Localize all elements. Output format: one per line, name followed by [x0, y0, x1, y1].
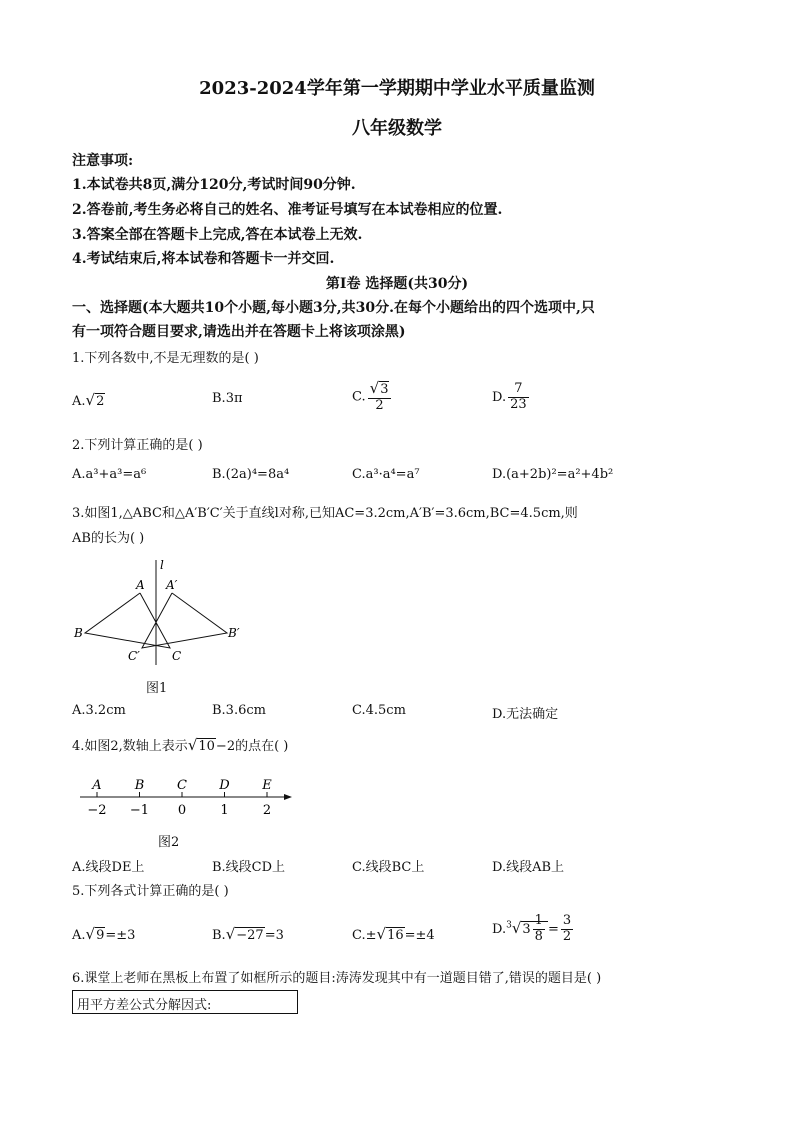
q4-option-a[interactable]: A.线段DE上 — [72, 860, 145, 875]
q3-option-c[interactable]: C.4.5cm — [352, 703, 406, 718]
q5-option-b[interactable]: B.√−27=3 — [212, 925, 284, 943]
note-item-2: 2.答卷前,考生务必将自己的姓名、准考证号填写在本试卷相应的位置. — [72, 202, 503, 218]
number-line-point-label: A — [92, 778, 102, 793]
exam-title: 2023-2024学年第一学期期中学业水平质量监测 — [199, 78, 595, 99]
number-line-arrow — [284, 794, 292, 800]
figure-2-number-line — [70, 772, 300, 822]
label-b-prime: B′ — [228, 626, 240, 640]
q1-option-d[interactable]: D. $\frac{7}{23}$ — [492, 381, 527, 412]
label-c-prime: C′ — [128, 649, 140, 663]
figure-1-caption: 图1 — [146, 681, 168, 696]
q5-stem: 5.下列各式计算正确的是( ) — [72, 884, 229, 899]
note-item-1: 1.本试卷共8页,满分120分,考试时间90分钟. — [72, 177, 356, 193]
q3-option-b[interactable]: B.3.6cm — [212, 703, 266, 718]
number-line-point-label: D — [219, 778, 230, 793]
number-line-point-label: B — [134, 778, 145, 793]
q6-stem: 6.课堂上老师在黑板上布置了如框所示的题目:涛涛发现其中有一道题目错了,错误的题目是( ) — [72, 971, 602, 986]
q2-option-d[interactable]: D.(a+2b)²=a²+4b² — [492, 467, 614, 482]
q3-stem-2: AB的长为( ) — [72, 531, 145, 546]
q1-option-c[interactable]: C. $\frac{√3}{2}$ — [352, 380, 393, 414]
figure-1-symmetry — [60, 555, 260, 670]
number-line-point-label: C — [177, 778, 187, 793]
q2-option-c[interactable]: C.a³·a⁴=a⁷ — [352, 467, 420, 482]
number-line-tick-label: 2 — [262, 803, 272, 818]
q1-option-a[interactable]: A.√2 — [72, 391, 105, 409]
note-item-4: 4.考试结束后,将本试卷和答题卡一并交回. — [72, 251, 335, 267]
q2-option-b[interactable]: B.(2a)⁴=8a⁴ — [212, 467, 290, 482]
q4-option-d[interactable]: D.线段AB上 — [492, 860, 565, 875]
label-a-prime: A′ — [166, 578, 178, 592]
section-instructions-2: 有一项符合题目要求,请选出并在答题卡上将该项涂黑) — [72, 324, 406, 340]
q1-stem: 1.下列各数中,不是无理数的是( ) — [72, 351, 259, 366]
q5-option-a[interactable]: A.√9=±3 — [72, 925, 136, 943]
notes-heading: 注意事项: — [72, 153, 134, 169]
label-b: B — [74, 626, 83, 640]
q3-option-a[interactable]: A.3.2cm — [72, 703, 126, 718]
number-line-tick-label: 0 — [177, 803, 187, 818]
note-item-3: 3.答案全部在答题卡上完成,答在本试卷上无效. — [72, 227, 363, 243]
number-line-point-label: E — [262, 778, 272, 793]
number-line-tick-label: −2 — [87, 803, 107, 818]
figure-2-caption: 图2 — [158, 835, 180, 850]
label-l: l — [160, 558, 164, 572]
q4-option-c[interactable]: C.线段BC上 — [352, 860, 425, 875]
q1-option-b[interactable]: B.3π — [212, 391, 243, 406]
section-title: 第Ⅰ卷 选择题(共30分) — [325, 276, 469, 292]
label-a: A — [136, 578, 145, 592]
q6-problem-box: 用平方差公式分解因式: — [72, 990, 298, 1014]
section-instructions-1: 一、选择题(本大题共10个小题,每小题3分,共30分.在每个小题给出的四个选项中,只 — [72, 300, 595, 316]
q4-stem: 4.如图2,数轴上表示√10−2的点在( ) — [72, 736, 289, 754]
q4-option-b[interactable]: B.线段CD上 — [212, 860, 286, 875]
q5-option-d[interactable]: D.$^3$√3 $\frac{1}{8}$ = $\frac{3}{2}$ — [492, 913, 572, 944]
exam-subtitle: 八年级数学 — [352, 118, 442, 139]
q2-option-a[interactable]: A.a³+a³=a⁶ — [72, 467, 147, 482]
q2-stem: 2.下列计算正确的是( ) — [72, 438, 203, 453]
q3-option-d[interactable]: D.无法确定 — [492, 707, 559, 722]
label-c: C — [172, 649, 182, 663]
number-line-tick-label: 1 — [220, 803, 229, 818]
number-line-tick-label: −1 — [129, 803, 150, 818]
q5-option-c[interactable]: C.±√16=±4 — [352, 925, 435, 943]
q3-stem-1: 3.如图1,△ABC和△A′B′C′关于直线l对称,已知AC=3.2cm,A′B′=3.6cm,BC=4.5cm,则 — [72, 506, 578, 521]
